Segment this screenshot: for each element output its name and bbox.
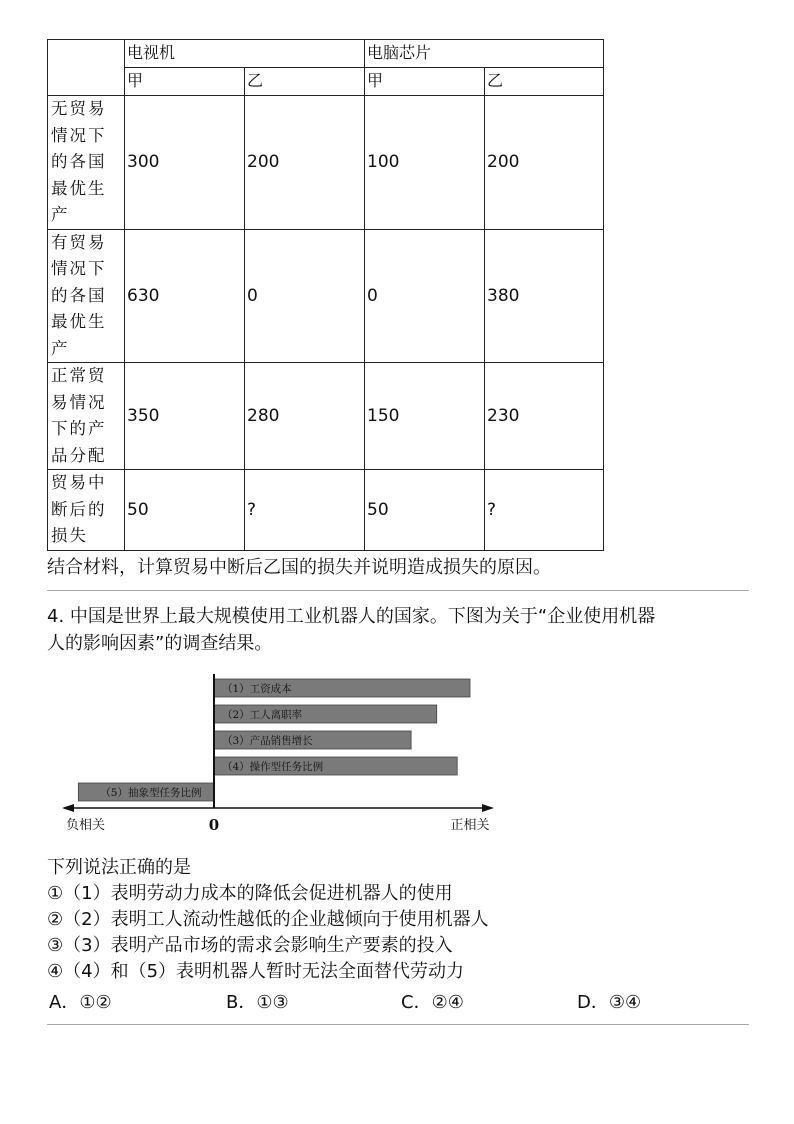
statement-3: ③（3）表明产品市场的需求会影响生产要素的投入 [47,935,453,956]
country-header: 甲 [125,68,245,96]
divider [47,590,749,591]
table-row [48,470,604,551]
axis-label-positive: 正相关 [450,818,490,833]
q4-stem-line2: 人的影响因素”的调查结果。 [47,633,273,654]
bar-label: （1）工资成本 [222,683,292,695]
bar-label: （5）抽象型任务比例 [100,787,202,799]
bar-label: （3）产品销售增长 [222,735,313,747]
divider [47,1024,749,1025]
q4-stem-line1: 4. 中国是世界上最大规模使用工业机器人的国家。下图为关于“企业使用机器 [47,606,656,627]
statement-2: ②（2）表明工人流动性越低的企业越倾向于使用机器人 [47,909,489,930]
table-cell: 380 [485,229,604,363]
bar-label: （2）工人离职率 [222,709,303,721]
axis-label-negative: 负相关 [66,818,106,833]
statement-4: ④（4）和（5）表明机器人暂时无法全面替代劳动力 [47,961,465,982]
table-cell: 0 [245,229,365,363]
table-row [48,363,604,470]
table-cell: ? [245,470,365,551]
table-cell: 0 [365,229,485,363]
group-header-tv: 电视机 [125,40,365,68]
factor-bar-chart [60,672,510,842]
option-c[interactable]: C．②④ [401,992,464,1013]
table-cell: 100 [365,96,485,230]
row-label: 有贸易情况下的各国最优生产 [48,229,125,363]
table-cell: 230 [485,363,604,470]
table-cell: 630 [125,229,245,363]
table-cell: 280 [245,363,365,470]
right-arrow-icon [482,804,494,812]
axis-label-zero: 0 [208,816,220,834]
table-cell: 150 [365,363,485,470]
country-header: 乙 [245,68,365,96]
row-label: 正常贸易情况下的产品分配 [48,363,125,470]
row-label: 贸易中断后的损失 [48,470,125,551]
trade-table [47,39,604,551]
row-label: 无贸易情况下的各国最优生产 [48,96,125,230]
q4-question: 下列说法正确的是 [47,857,191,878]
table-cell: 50 [125,470,245,551]
country-header: 乙 [485,68,604,96]
q3-prompt: 结合材料，计算贸易中断后乙国的损失并说明造成损失的原因。 [47,557,551,578]
table-cell: 350 [125,363,245,470]
left-arrow-icon [62,804,74,812]
group-header-chip: 电脑芯片 [365,40,604,68]
table-cell: 300 [125,96,245,230]
option-a[interactable]: A．①② [49,992,112,1013]
table-cell: 200 [245,96,365,230]
table-row [48,96,604,230]
table-cell: 200 [485,96,604,230]
corner-cell [48,40,125,96]
statement-1: ①（1）表明劳动力成本的降低会促进机器人的使用 [47,883,453,904]
option-b[interactable]: B．①③ [226,992,289,1013]
table-cell: 50 [365,470,485,551]
bar-label: （4）操作型任务比例 [222,761,324,773]
option-d[interactable]: D．③④ [577,992,642,1013]
table-cell: ? [485,470,604,551]
table-row [48,229,604,363]
country-header: 甲 [365,68,485,96]
